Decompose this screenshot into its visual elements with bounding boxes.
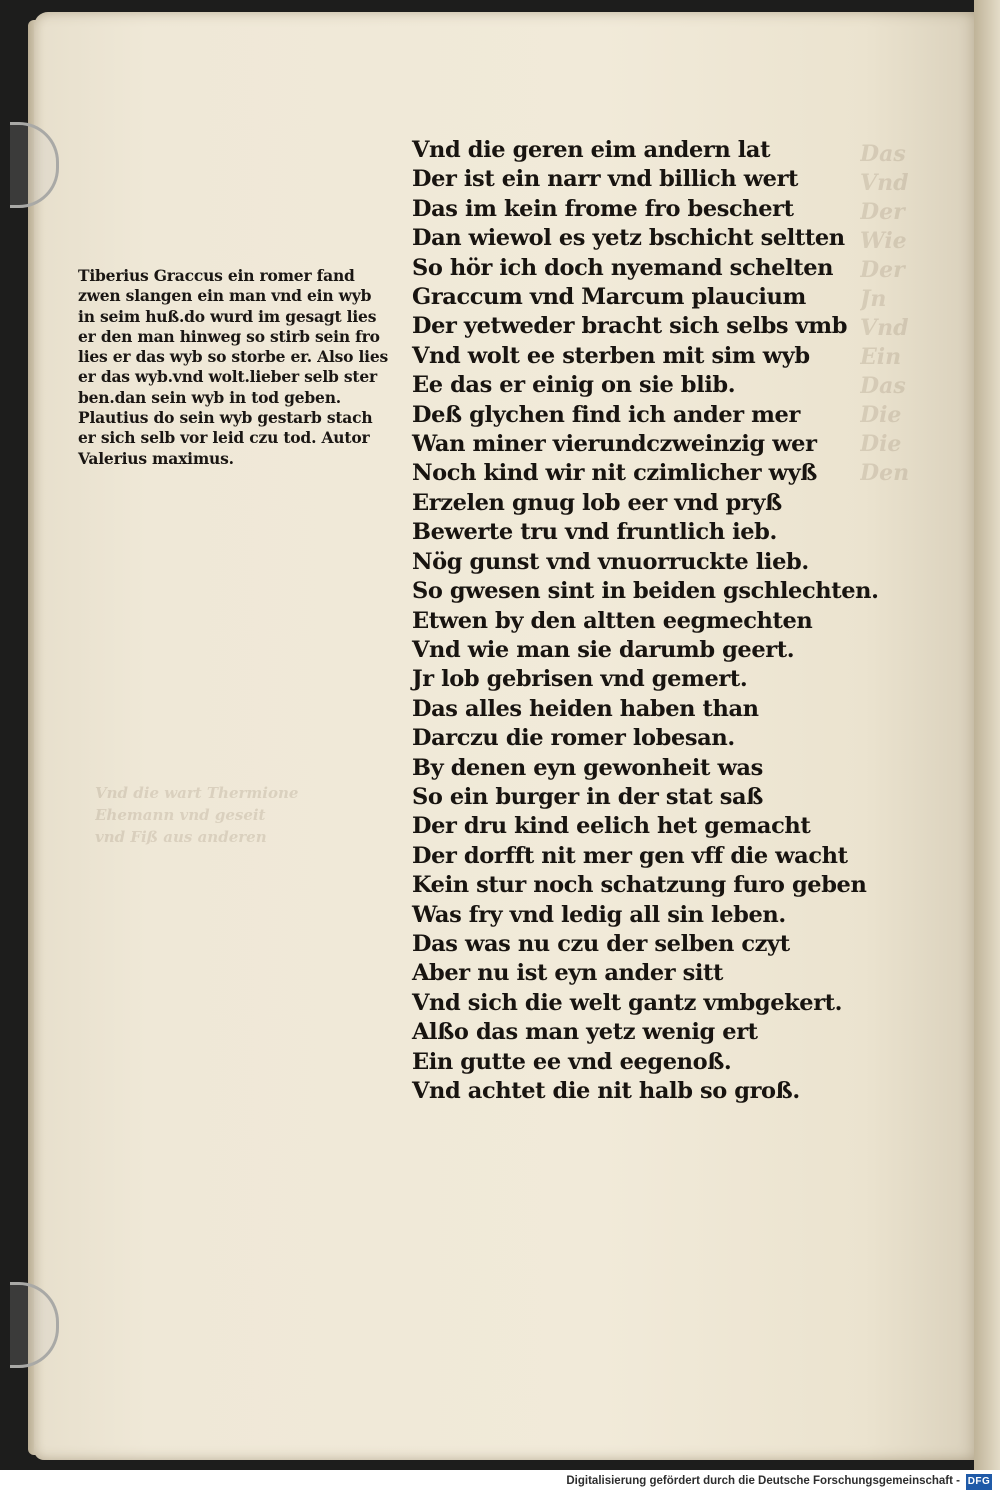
verse-text: [412, 136, 879, 1106]
verse-line: Vnd achtet die nit halb so groß.: [412, 1078, 800, 1104]
marginal-line: ben.dan sein wyb in tod geben.: [78, 387, 341, 407]
dfg-logo-icon[interactable]: DFG: [966, 1474, 992, 1490]
verse-line: Wan miner vierundczweinzig wer: [412, 431, 817, 458]
verse-line: So hör ich doch nyemand schelten: [412, 254, 834, 281]
show-through-text: Vnd die wart Thermione Ehemann vnd geseit vnd Fiß aus anderen: [95, 784, 299, 846]
verse-line: Etwen by den altten eegmechten: [412, 607, 813, 634]
marginal-line: er den man hinweg so stirb sein fro: [78, 326, 380, 346]
verse-line: Was fry vnd ledig all sin leben.: [412, 901, 786, 928]
verse-line: Vnd wolt ee sterben mit sim wyb: [412, 342, 810, 369]
verse-line: Nög gunst vnd vnuorruckte lieb.: [412, 548, 809, 575]
verse-line: Alßo das man yetz wenig ert: [412, 1019, 758, 1046]
verse-line: Der ist ein narr vnd billich wert: [412, 166, 799, 193]
verse-line: Ee das er einig on sie blib.: [412, 372, 736, 399]
marginal-note: [78, 266, 418, 469]
verse-line: Das was nu czu der selben czyt: [412, 930, 790, 957]
verse-line: Der dorfft nit mer gen vff die wacht: [412, 842, 848, 869]
verse-line: Das im kein frome fro beschert: [412, 195, 794, 222]
verse-line: Dan wiewol es yetz bschicht seltten: [412, 225, 845, 252]
marginal-line: lies er das wyb so storbe er. Also lies: [78, 347, 389, 367]
verse-line: So ein burger in der stat saß: [412, 783, 763, 810]
marginal-line: Valerius maximus.: [78, 448, 234, 468]
marginal-line: zwen slangen ein man vnd ein wyb: [78, 286, 372, 306]
verse-line: Vnd die geren eim andern lat: [412, 137, 771, 163]
verse-line: So gwesen sint in beiden gschlechten.: [412, 578, 879, 605]
marginal-line: er sich selb vor leid czu tod. Autor: [78, 428, 370, 448]
verse-line: Deß glychen find ich ander mer: [412, 401, 800, 428]
marginal-line: Tiberius Graccus ein romer fand: [78, 266, 355, 285]
verse-line: Der yetweder bracht sich selbs vmb: [412, 313, 848, 340]
verse-line: Vnd sich die welt gantz vmbgekert.: [412, 989, 843, 1016]
verse-line: Noch kind wir nit czimlicher wyß: [412, 460, 817, 487]
verse-line: Erzelen gnug lob eer vnd pryß: [412, 489, 782, 516]
marginal-line: Plautius do sein wyb gestarb stach: [78, 408, 373, 428]
verse-line: Vnd wie man sie darumb geert.: [412, 636, 795, 663]
verse-line: Darczu die romer lobesan.: [412, 725, 735, 752]
verse-line: Das alles heiden haben than: [412, 695, 759, 722]
facing-page-edge: [974, 0, 1000, 1470]
verse-line: Der dru kind eelich het gemacht: [412, 813, 811, 840]
verse-line: Kein stur noch schatzung furo geben: [412, 872, 867, 899]
verse-line: Aber nu ist eyn ander sitt: [412, 960, 724, 987]
footer-bar: [0, 1470, 1000, 1495]
verse-line: Ein gutte ee vnd eegenoß.: [412, 1048, 732, 1075]
show-through-text: Das Vnd Der Wie Der Jn Vnd Ein Das Die Die Den: [860, 141, 910, 486]
verse-line: Jr lob gebrisen vnd gemert.: [412, 666, 748, 693]
verse-line: Graccum vnd Marcum plaucium: [412, 284, 806, 311]
marginal-line: er das wyb.vnd wolt.lieber selb ster: [78, 367, 377, 387]
verse-line: Bewerte tru vnd fruntlich ieb.: [412, 519, 777, 546]
verse-line: By denen eyn gewonheit was: [412, 754, 763, 781]
funding-credit: Digitalisierung gefördert durch die Deutsche Forschungsgemeinschaft -: [566, 1475, 960, 1487]
marginal-line: in seim huß.do wurd im gesagt lies: [78, 306, 377, 326]
